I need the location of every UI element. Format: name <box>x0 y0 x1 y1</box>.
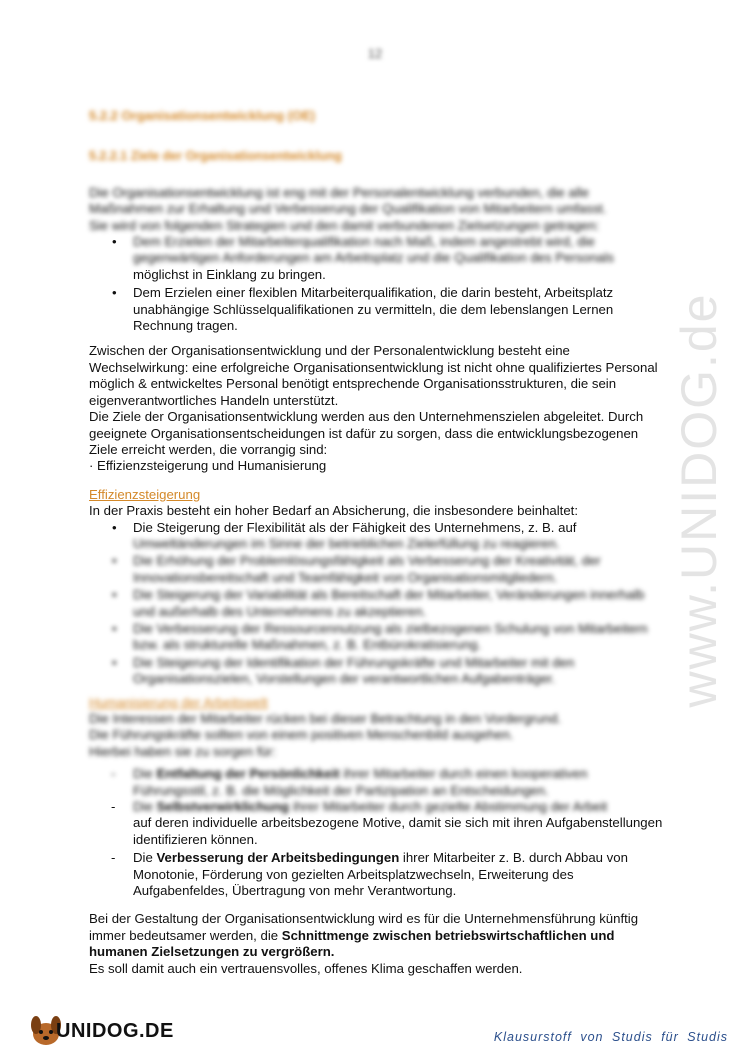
humanization-list <box>89 766 664 899</box>
list-item <box>89 799 664 848</box>
item-text: ihrer Mitarbeiter durch gezielte Abstimmung der Arbeit <box>289 799 608 815</box>
conclusion-text: Bei der Gestaltung der Organisationsentwicklung wird es für die Unternehmensführung künftig immer bedeutsamer werden, die <box>89 911 639 943</box>
relation-paragraph-2: Die Ziele der Organisationsentwicklung werden aus den Unternehmenszielen abgeleitet. Durch geeignete Organisationsentscheidungen ist dafür zu sorgen, dass die entwicklungsbezogenen Ziele erreicht werden, die vorrangig sind: <box>89 409 644 457</box>
efficiency-title: Effizienzsteigerung <box>89 486 201 502</box>
item-2-clear: auf deren individuelle arbeitsbezogene Motive, damit sie sich mit ihren Aufgabenstellungen identifizieren können. <box>133 815 663 847</box>
list-item: • Die Steigerung der Identifikation der Führungskräfte und Mitarbeiter mit den Organisationszielen, Vorstellungen der verantwortlichen Aufgabenträger. <box>89 655 664 688</box>
footer-logo[interactable] <box>26 1010 174 1050</box>
watermark <box>664 270 734 730</box>
page-number: 12 <box>367 46 383 61</box>
strategy-1-blurred: • Dem Erzielen der Mitarbeiterqualifikation nach Maß, indem angestrebt wird, die gegenwärtigen Anforderungen am Arbeitsplatz und die Qualifikation des Personals <box>133 234 614 266</box>
list-item: • Dem Erzielen einer flexiblen Mitarbeiterqualifikation, die darin besteht, Arbeitsplatz unabhängige Schlüsselqualifikationen zu vermitteln, die dem lebenslangen Lernen Rechnung tragen. <box>89 285 664 334</box>
efficiency-1-clear: • Die Steigerung der Flexibilität als der Fähigkeit des Unternehmens, z. B. auf <box>133 519 577 535</box>
efficiency-list <box>89 520 664 688</box>
list-item: • Die Verbesserung der Ressourcennutzung als zielbezogenen Schulung von Mitarbeitern bzw. als strukturelle Maßnahmen, z. B. Entbürokratisierung. <box>89 621 664 654</box>
item-emphasis: Selbstverwirklichung <box>156 799 290 815</box>
strategy-list <box>89 234 664 334</box>
strategy-1-clear: möglichst in Einklang zu bringen. <box>133 266 326 282</box>
item-2-blurred <box>133 799 664 815</box>
document-body <box>89 108 664 977</box>
item-prefix: Die <box>133 799 157 815</box>
relation-paragraph-3: · Effizienzsteigerung und Humanisierung <box>89 458 327 474</box>
list-item: • Die Steigerung der Variabilität als Bereitschaft der Mitarbeiter, Veränderungen innerhalb und außerhalb des Unternehmens zu akzeptieren. <box>89 587 664 620</box>
list-item <box>89 850 664 899</box>
logo-text: UNIDOG.DE <box>56 1020 174 1042</box>
humanization-paragraph-3: Hierbei haben sie zu sorgen für: <box>89 743 276 759</box>
efficiency-1-blurred: Umweltänderungen im Sinne der betrieblichen Zielerfüllung zu reagieren. <box>133 535 560 551</box>
item-prefix: Die <box>133 766 157 782</box>
list-item <box>89 520 664 553</box>
conclusion-paragraph-2: Es soll damit auch ein vertrauensvolles, offenes Klima geschaffen werden. <box>89 960 523 976</box>
intro-paragraph-1: Die Organisationsentwicklung ist eng mit der Personalentwicklung verbunden, die alle Maßnahmen zur Erhaltung und Verbesserung der Qualifikation von Mitarbeitern umfasst. <box>89 184 607 217</box>
intro-paragraph-2: Sie wird von folgenden Strategien und den damit verbundenen Zielsetzungen getragen: <box>89 217 600 233</box>
humanization-title: Humanisierung der Arbeitswelt <box>89 694 268 710</box>
conclusion-emphasis: Schnittmenge zwischen betriebswirtschaftlichen und humanen Zielsetzungen zu vergrößern. <box>89 927 615 960</box>
section-heading: 5.2.2 Organisationsentwicklung (OE) <box>89 108 316 123</box>
footer-tagline: Klausurstoff von Studis für Studis <box>493 1030 728 1044</box>
relation-paragraph-1: Zwischen der Organisationsentwicklung und der Personalentwicklung besteht eine Wechselwirkung: eine erfolgreiche Organisationsentwicklung ist nicht ohne qualifiziertes Personal möglich & entwickeltes Personal benötigt entsprechende Organisationsstrukturen, die sein eigenverantwortliches Handeln unterstützt. <box>89 343 658 408</box>
list-item <box>89 234 664 283</box>
item-prefix: Die <box>133 850 157 866</box>
list-item: • Die Erhöhung der Problemlösungsfähigkeit als Verbesserung der Kreativität, der Innovationsbereitschaft und Teamfähigkeit von Organisationsmitgliedern. <box>89 553 664 586</box>
item-text: ihrer Mitarbeiter z. B. durch Abbau von Monotonie, Förderung von gezielten Arbeitsplatzwechseln, Erweiterung des Aufgabenfeldes, Übertragung von mehr Verantwortung. <box>133 850 628 899</box>
humanization-paragraph-1: Die Interessen der Mitarbeiter rücken bei dieser Betrachtung in den Vordergrund. <box>89 711 562 726</box>
item-text: ihrer Mitarbeiter durch einen kooperativen Führungsstil, z. B. die Möglichkeit der Partizipation an Entscheidungen. <box>133 766 588 798</box>
subsection-heading: 5.2.2.1 Ziele der Organisationsentwicklung <box>89 149 342 164</box>
watermark-text: www.UNIDOG.de <box>671 292 727 708</box>
efficiency-intro: In der Praxis besteht ein hoher Bedarf an Absicherung, die insbesondere beinhaltet: <box>89 503 578 519</box>
item-emphasis: Entfaltung der Persönlichkeit <box>156 766 340 782</box>
humanization-paragraph-2: Die Führungskräfte sollten von einem positiven Menschenbild ausgehen. <box>89 727 514 743</box>
item-emphasis: Verbesserung der Arbeitsbedingungen <box>156 850 400 866</box>
list-item <box>89 766 664 799</box>
conclusion-paragraph-1 <box>89 911 664 960</box>
